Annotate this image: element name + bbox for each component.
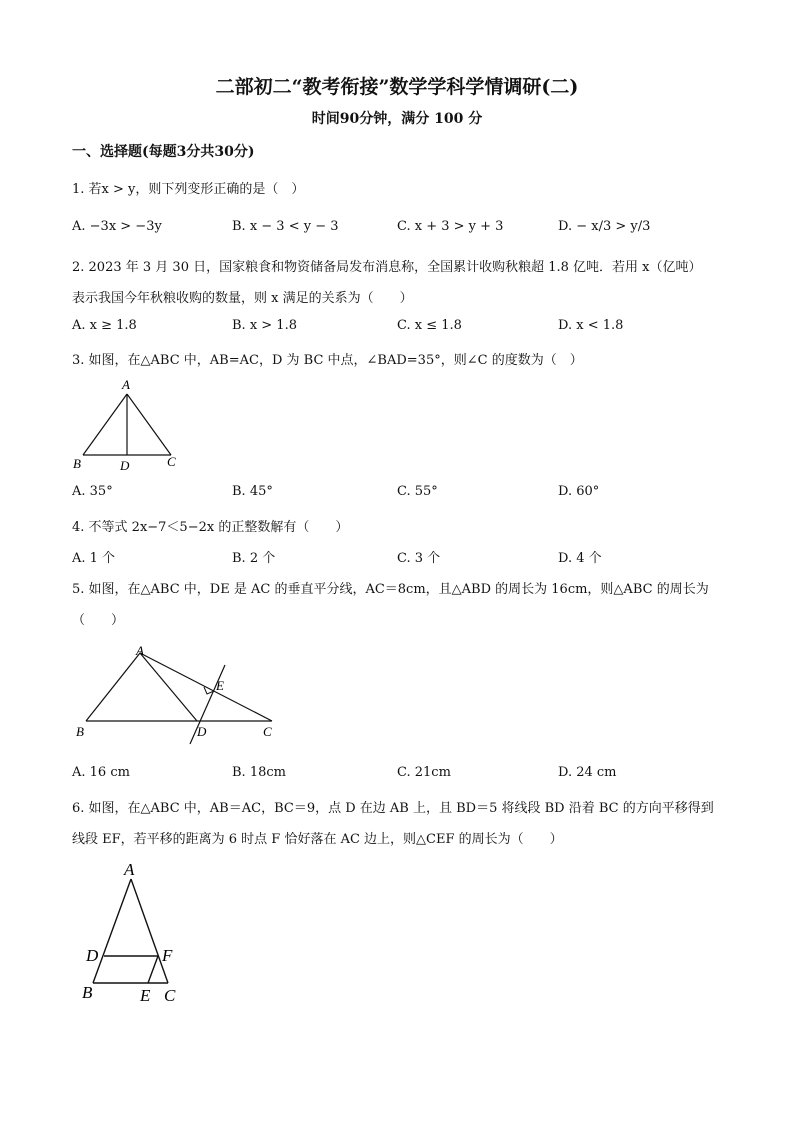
- question-6-stem-line1: 6. 如图，在△ABC 中，AB＝AC，BC＝9，点 D 在边 AB 上，且 BD＝5 将线段 BD 沿着 BC 的方向平移得到: [72, 801, 714, 816]
- q4-option-a: A. 1 个: [72, 551, 116, 566]
- q5-triangle-figure: [70, 640, 290, 750]
- page-title: 二部初二“教考衔接”数学学科学情调研(二): [215, 76, 579, 98]
- q4-option-d: D. 4 个: [558, 551, 602, 566]
- q1-option-a: A. −3x > −3y: [72, 219, 162, 234]
- q6-segment-ef: [148, 956, 158, 983]
- q6-label-c: C: [164, 986, 176, 1005]
- q5-option-b: B. 18cm: [232, 765, 286, 780]
- q5-label-e: E: [216, 678, 224, 693]
- q3-option-b: B. 45°: [232, 484, 273, 499]
- q3-side-ab: [83, 394, 127, 455]
- q6-label-a: A: [124, 860, 135, 879]
- q6-side-ac: [131, 879, 168, 983]
- q5-label-d: D: [197, 724, 207, 739]
- question-3-stem: 3. 如图，在△ABC 中，AB=AC，D 为 BC 中点，∠BAD=35°，则∠C 的度数为（ ）: [72, 353, 583, 368]
- q4-option-c: C. 3 个: [397, 551, 441, 566]
- q5-side-ac: [140, 653, 272, 721]
- q5-segment-ad: [140, 653, 197, 721]
- q6-label-f: F: [162, 946, 173, 965]
- q2-option-b: B. x > 1.8: [232, 318, 297, 333]
- q5-option-d: D. 24 cm: [558, 765, 617, 780]
- q3-label-b: B: [73, 456, 81, 471]
- q5-perpendicular-bisector: [190, 665, 225, 744]
- q5-side-ab: [86, 653, 140, 721]
- section-heading: 一、选择题(每题3分共30分): [72, 144, 255, 160]
- q1-option-d: D. − x/3 > y/3: [558, 219, 651, 234]
- question-1-stem: 1. 若x > y，则下列变形正确的是（ ）: [72, 182, 305, 197]
- q6-label-d: D: [86, 946, 99, 965]
- q6-triangle-figure: [78, 855, 198, 1010]
- q3-option-a: A. 35°: [72, 484, 113, 499]
- q5-label-b: B: [76, 724, 84, 739]
- q3-label-c: C: [167, 454, 176, 469]
- q2-option-c: C. x ≤ 1.8: [397, 318, 462, 333]
- question-6-stem-line2: 线段 EF，若平移的距离为 6 时点 F 恰好落在 AC 边上，则△CEF 的周长为（ ）: [72, 832, 563, 847]
- q5-label-a: A: [136, 643, 144, 658]
- q6-side-ab: [93, 879, 131, 983]
- q1-option-c: C. x + 3 > y + 3: [397, 219, 504, 234]
- q6-label-b: B: [82, 983, 93, 1002]
- question-2-stem-line1: 2. 2023 年 3 月 30 日，国家粮食和物资储备局发布消息称，全国累计收购秋粮超 1.8 亿吨．若用 x（亿吨）: [72, 260, 702, 275]
- question-2-stem-line2: 表示我国今年秋粮收购的数量，则 x 满足的关系为（ ）: [72, 291, 413, 306]
- question-4-stem: 4. 不等式 2x−7＜5−2x 的正整数解有（ ）: [72, 520, 349, 535]
- q5-label-c: C: [263, 724, 272, 739]
- q6-label-e: E: [140, 986, 151, 1005]
- q5-option-a: A. 16 cm: [72, 765, 130, 780]
- q3-label-a: A: [122, 377, 130, 392]
- q3-side-ac: [127, 394, 171, 455]
- q4-option-b: B. 2 个: [232, 551, 276, 566]
- q3-triangle-figure: [70, 375, 190, 475]
- q2-option-d: D. x < 1.8: [558, 318, 624, 333]
- q1-option-b: B. x − 3 < y − 3: [232, 219, 339, 234]
- q3-option-c: C. 55°: [397, 484, 438, 499]
- question-5-stem-line2: （ ）: [72, 613, 125, 628]
- q5-option-c: C. 21cm: [397, 765, 451, 780]
- exam-time-info: 时间90分钟，满分 100 分: [311, 111, 483, 127]
- q3-option-d: D. 60°: [558, 484, 600, 499]
- question-5-stem-line1: 5. 如图，在△ABC 中，DE 是 AC 的垂直平分线，AC＝8cm，且△ABD 的周长为 16cm，则△ABC 的周长为: [72, 582, 709, 597]
- q2-option-a: A. x ≥ 1.8: [72, 318, 137, 333]
- q3-label-d: D: [120, 458, 130, 473]
